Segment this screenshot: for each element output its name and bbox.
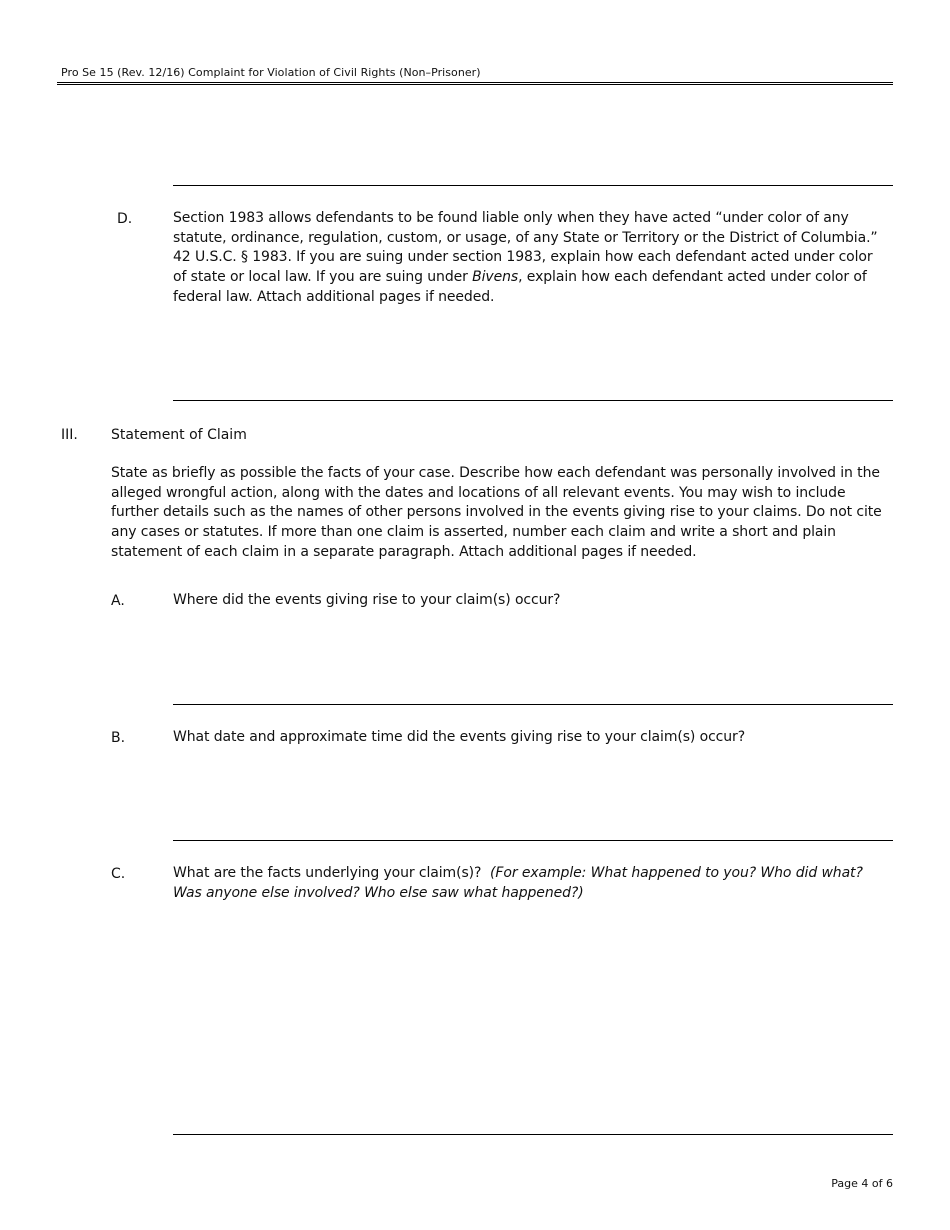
item-d-marker: D. (117, 211, 133, 227)
item-b-answer-line[interactable] (173, 840, 893, 841)
item-a-question: Where did the events giving rise to your claim(s) occur? (173, 592, 561, 608)
item-d-text-part2: , explain how each defendant acted under color of federal law. Attach additional pages if needed. (173, 269, 867, 305)
page-number: Page 4 of 6 (831, 1177, 893, 1190)
item-c-question: What are the facts underlying your claim(s)? (173, 865, 482, 881)
item-c-text (173, 864, 885, 903)
section-iii-instructions: State as briefly as possible the facts of your case. Describe how each defendant was personally involved in the alleged wrongful action, along with the dates and locations of all relevant events. You may wish to include further details such as the names of other persons involved in the events giving rise to your claims. Do not cite any cases or statutes. If more than one claim is asserted, number each claim and write a short and plain statement of each claim in a separate paragraph. Attach additional pages if needed. (111, 465, 882, 560)
item-c-example: (For example: What happened to you? Who did what? Was anyone else involved? Who else saw what happened?) (173, 865, 863, 901)
form-header-title: Pro Se 15 (Rev. 12/16) Complaint for Violation of Civil Rights (Non–Prisoner) (61, 66, 481, 79)
header-rule-bottom (57, 84, 893, 85)
answer-line-previous-item[interactable] (173, 185, 893, 186)
item-d-text-part1: Section 1983 allows defendants to be found liable only when they have acted “under color of any statute, ordinance, regulation, custom, or usage, of any State or Territory or the District of Columbia.” 42 U.S.C. § 1983. If you are suing under section 1983, explain how each defendant acted under color of state or local law. If you are suing under (173, 210, 878, 286)
item-a-marker: A. (111, 593, 125, 609)
section-iii-title: Statement of Claim (111, 427, 247, 443)
item-b-marker: B. (111, 730, 126, 746)
item-d-bivens: Bivens (472, 269, 519, 286)
item-d-answer-line[interactable] (173, 400, 893, 401)
section-iii-numeral: III. (61, 427, 78, 443)
item-c-marker: C. (111, 866, 126, 882)
header-rule-top (57, 82, 893, 83)
item-a-answer-line[interactable] (173, 704, 893, 705)
item-b-question: What date and approximate time did the events giving rise to your claim(s) occur? (173, 729, 746, 745)
item-d-text (173, 209, 885, 308)
item-c-answer-line[interactable] (173, 1134, 893, 1135)
